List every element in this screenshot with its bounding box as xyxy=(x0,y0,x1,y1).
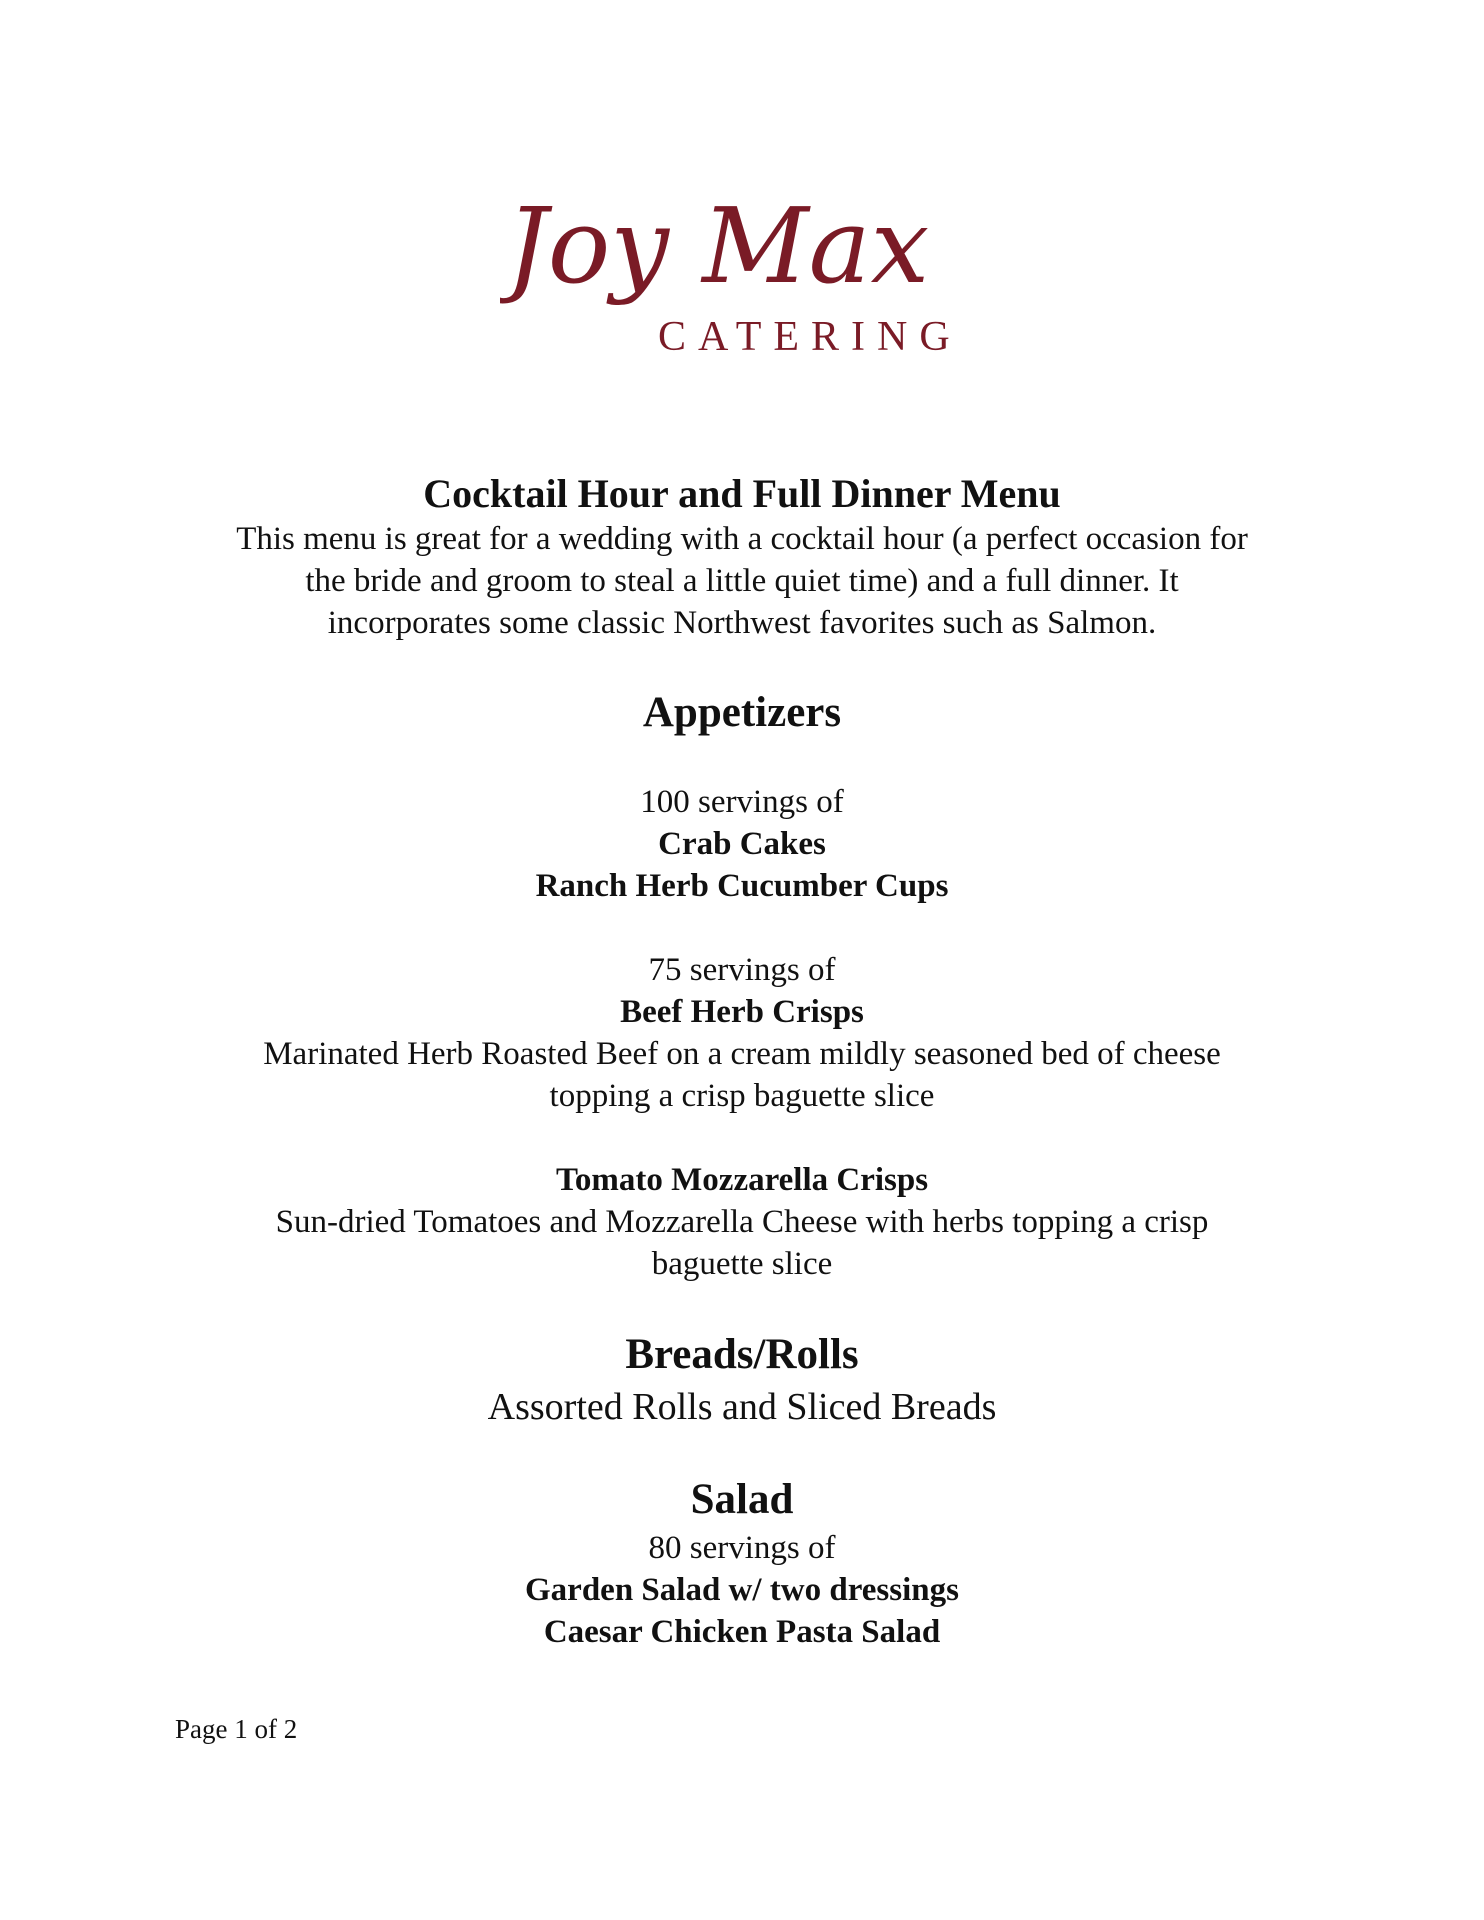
page-number: Page 1 of 2 xyxy=(175,1714,298,1744)
intro-line: incorporates some classic Northwest favorites such as Salmon. xyxy=(327,605,1157,641)
beef-crisps-description: Marinated Herb Roasted Beef on a cream mildly seasoned bed of cheese xyxy=(263,1036,1221,1072)
breads-description: Assorted Rolls and Sliced Breads xyxy=(487,1386,997,1428)
appetizers-group2-qty: 75 servings of xyxy=(648,952,836,988)
appetizers-heading: Appetizers xyxy=(642,689,842,736)
company-logo xyxy=(500,170,1000,370)
breads-heading: Breads/Rolls xyxy=(625,1331,859,1378)
appetizers-group1-qty: 100 servings of xyxy=(640,784,844,820)
intro-line: This menu is great for a wedding with a cocktail hour (a perfect occasion for xyxy=(236,521,1248,557)
logo-sub-text: CATERING xyxy=(658,314,962,360)
joy-max-logo-graphic xyxy=(500,170,1000,370)
intro-paragraph xyxy=(0,518,1484,644)
beef-crisps-description: topping a crisp baguette slice xyxy=(549,1078,935,1114)
menu-item-caesar-pasta-salad: Caesar Chicken Pasta Salad xyxy=(543,1614,941,1650)
logo-script-text: Joy Max xyxy=(506,185,930,307)
tomato-crisps-description: Sun-dried Tomatoes and Mozzarella Cheese with herbs topping a crisp xyxy=(275,1204,1209,1240)
menu-item-garden-salad: Garden Salad w/ two dressings xyxy=(525,1572,959,1608)
salad-heading: Salad xyxy=(690,1476,794,1523)
menu-item-beef-crisps: Beef Herb Crisps xyxy=(620,994,864,1030)
menu-item-crab-cakes: Crab Cakes xyxy=(658,826,826,862)
menu-item-tomato-crisps: Tomato Mozzarella Crisps xyxy=(555,1162,929,1198)
menu-title: Cocktail Hour and Full Dinner Menu xyxy=(423,471,1061,516)
intro-line: the bride and groom to steal a little quiet time) and a full dinner. It xyxy=(305,563,1179,599)
menu-item-cucumber-cups: Ranch Herb Cucumber Cups xyxy=(535,868,949,904)
salad-qty: 80 servings of xyxy=(648,1530,836,1566)
tomato-crisps-description: baguette slice xyxy=(651,1246,833,1282)
